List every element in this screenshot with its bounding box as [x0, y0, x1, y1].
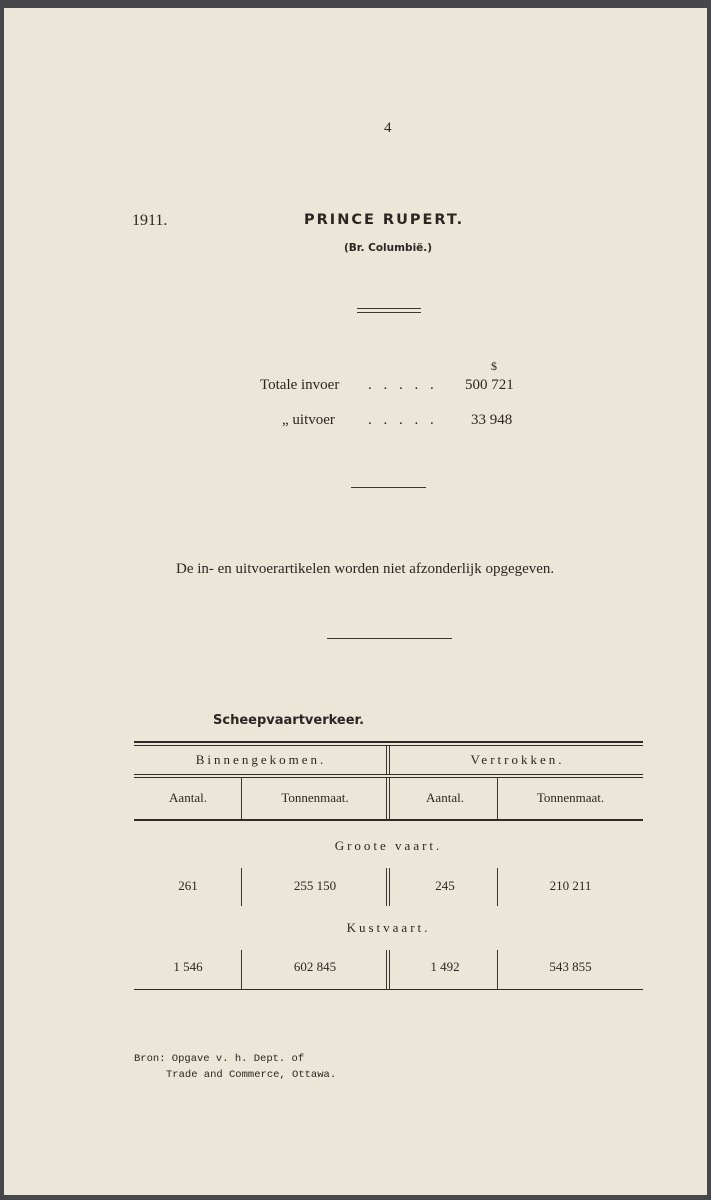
year-label: 1911.: [132, 212, 168, 229]
column-divider: [386, 778, 387, 819]
page-title: PRINCE RUPERT.: [304, 212, 465, 228]
column-header: Aantal.: [169, 790, 207, 805]
currency-symbol: $: [491, 359, 497, 373]
leader-dots: . . . . .: [368, 377, 438, 393]
table-bottom-rule: [134, 989, 643, 990]
trade-row-export: [282, 412, 522, 432]
column-header: Tonnenmaat.: [536, 790, 605, 805]
table-cell: 245: [435, 878, 455, 893]
table-cell: 543 855: [549, 959, 592, 974]
section-label: Kustvaart.: [346, 920, 431, 935]
page-number: 4: [384, 120, 392, 136]
group-header-departed: Vertrokken.: [470, 752, 565, 767]
table-cell: 1 492: [430, 959, 460, 974]
column-header: Aantal.: [426, 790, 464, 805]
column-divider: [497, 950, 498, 990]
source-line-2: Trade and Commerce, Ottawa.: [166, 1069, 337, 1081]
table-rule: [134, 774, 643, 775]
column-divider: [386, 868, 387, 906]
document-page: [4, 8, 707, 1195]
column-divider: [389, 868, 390, 906]
trade-value: 500 721: [465, 377, 514, 393]
column-divider: [241, 868, 242, 906]
column-divider: [386, 950, 387, 990]
table-cell: 255 150: [293, 878, 337, 893]
note-text: De in- en uitvoerartikelen worden niet afzonderlijk opgegeven.: [176, 561, 555, 577]
table-top-rule: [134, 741, 643, 743]
table-header-bottom-rule: [134, 819, 643, 821]
table-cell: 602 845: [293, 959, 337, 974]
column-divider: [241, 950, 242, 990]
column-divider: [389, 950, 390, 990]
table-cell: 261: [178, 878, 198, 893]
table-cell: 1 546: [173, 959, 203, 974]
column-divider: [497, 778, 498, 819]
group-header-arrived: Binnengekomen.: [195, 752, 327, 767]
section-label: Groote vaart.: [334, 838, 443, 853]
table-cell: 210 211: [549, 878, 592, 893]
trade-row-import: [260, 377, 520, 397]
section-rule: [327, 638, 452, 639]
trade-value: 33 948: [471, 412, 513, 428]
shipping-heading: Scheepvaartverkeer.: [213, 713, 365, 728]
column-divider: [386, 746, 387, 774]
source-line-1: Bron: Opgave v. h. Dept. of: [134, 1053, 305, 1065]
title-double-rule: [357, 308, 421, 313]
page-subtitle: (Br. Columbië.): [344, 242, 433, 254]
trade-label: „ uitvoer: [282, 412, 335, 428]
trade-label: Totale invoer: [260, 377, 340, 393]
source-note: [134, 1051, 336, 1083]
section-rule: [351, 487, 426, 488]
leader-dots: . . . . .: [368, 412, 438, 428]
column-divider: [241, 778, 242, 819]
column-divider: [497, 868, 498, 906]
column-header: Tonnenmaat.: [281, 790, 349, 805]
column-divider: [389, 746, 390, 774]
column-divider: [389, 778, 390, 819]
